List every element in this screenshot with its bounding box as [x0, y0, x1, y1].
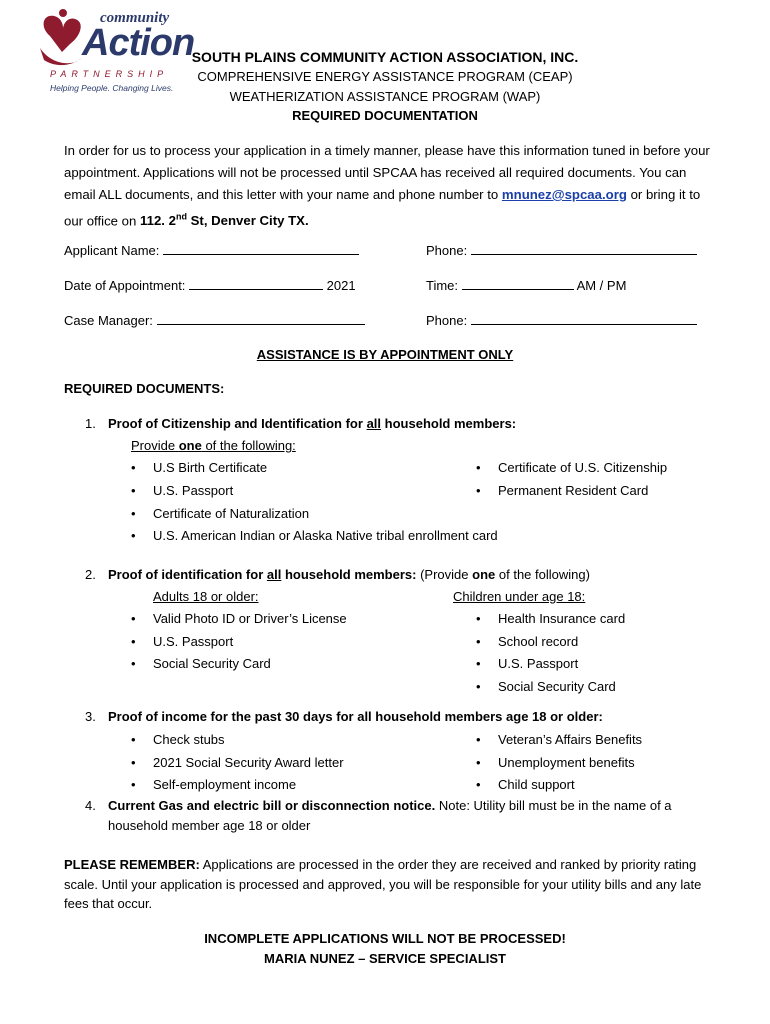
adults-heading: Adults 18 or older:	[153, 589, 259, 604]
item2-left-1: • U.S. Passport	[153, 634, 233, 649]
appointment-date-label: Date of Appointment:	[64, 278, 186, 293]
item2-left-2: • Social Security Card	[153, 656, 271, 671]
item1-right-0: • Certificate of U.S. Citizenship	[498, 460, 667, 475]
service-specialist: MARIA NUNEZ – SERVICE SPECIALIST	[264, 951, 506, 966]
item1-left-1: • U.S. Passport	[153, 483, 233, 498]
please-remember-label: PLEASE REMEMBER:	[64, 857, 200, 872]
item2-title-a: Proof of identification for	[108, 567, 264, 582]
item1-left-0: • U.S Birth Certificate	[153, 460, 267, 475]
address-street: St, Denver City TX.	[190, 213, 309, 229]
item2-right-3: • Social Security Card	[498, 679, 616, 694]
item3-number: 3.	[85, 709, 96, 724]
phone-field[interactable]	[426, 242, 697, 258]
time-field[interactable]	[426, 277, 626, 293]
intro-text-2: or bring it to our office on	[64, 187, 701, 229]
appointment-date-line[interactable]	[189, 277, 323, 290]
item2-right-1: • School record	[498, 634, 578, 649]
item4-title: Current Gas and electric bill or disconnection notice.	[108, 798, 436, 813]
document-title: REQUIRED DOCUMENTATION	[292, 108, 478, 123]
logo-word-partnership: PARTNERSHIP	[50, 69, 169, 79]
phone-line[interactable]	[471, 242, 697, 255]
item1-title-a: Proof of Citizenship and Identification for	[108, 416, 363, 431]
item3-right-2: • Child support	[498, 777, 575, 792]
case-manager-line[interactable]	[157, 312, 365, 325]
appointment-notice: ASSISTANCE IS BY APPOINTMENT ONLY	[256, 347, 514, 362]
appointment-year: 2021	[326, 278, 356, 293]
incomplete-warning: INCOMPLETE APPLICATIONS WILL NOT BE PROCESSED!	[204, 931, 566, 946]
item1-title	[108, 416, 516, 431]
item4-text	[108, 798, 708, 813]
item3-right-0: • Veteran’s Affairs Benefits	[498, 732, 642, 747]
program-wap: WEATHERIZATION ASSISTANCE PROGRAM (WAP)	[229, 89, 541, 104]
applicant-name-field[interactable]	[64, 242, 359, 258]
phone-label: Phone:	[426, 243, 468, 258]
item1-title-b: household members:	[384, 416, 517, 431]
item1-provide	[131, 438, 296, 453]
item1-provide-a: Provide	[131, 438, 176, 453]
item2-title	[108, 567, 590, 582]
time-label: Time:	[426, 278, 459, 293]
please-remember-text: Applications are processed in the order they are received and ranked by priority rating scale. Until your application is processed and approved, you will be responsible for your utility bills and any late fees that occur.	[64, 857, 702, 911]
intro-text: In order for us to process your application in a timely manner, please have this information tuned in before your appointment. Applications will not be processed until SPCAA has received all required documents. You can email ALL documents, and this letter with your name and phone number to	[64, 143, 710, 202]
applicant-name-label: Applicant Name:	[64, 243, 160, 258]
time-line[interactable]	[462, 277, 574, 290]
intro-paragraph	[64, 140, 714, 232]
program-ceap: COMPREHENSIVE ENERGY ASSISTANCE PROGRAM (CEAP)	[197, 69, 573, 84]
item1-left-2: • Certificate of Naturalization	[153, 506, 309, 521]
item2-title-all: all	[266, 567, 282, 582]
item1-right-1: • Permanent Resident Card	[498, 483, 648, 498]
phone2-field[interactable]	[426, 312, 697, 328]
case-manager-label: Case Manager:	[64, 313, 153, 328]
please-remember-paragraph	[64, 855, 704, 914]
email-link[interactable]: mnunez@spcaa.org	[501, 187, 627, 202]
ampm-label: AM / PM	[576, 278, 627, 293]
item2-left-0: • Valid Photo ID or Driver’s License	[153, 611, 347, 626]
item1-number: 1.	[85, 416, 96, 431]
item4-number: 4.	[85, 798, 96, 813]
required-documents-heading: REQUIRED DOCUMENTS:	[64, 381, 225, 396]
appointment-date-field[interactable]	[64, 277, 356, 293]
item1-provide-c: of the following:	[205, 438, 296, 453]
organization-name: SOUTH PLAINS COMMUNITY ACTION ASSOCIATION, INC.	[191, 49, 579, 65]
item3-left-2: • Self-employment income	[153, 777, 296, 792]
office-address	[140, 213, 309, 228]
item2-paren-a: (Provide	[420, 567, 469, 582]
item2-title-b: household members:	[284, 567, 417, 582]
item2-right-0: • Health Insurance card	[498, 611, 625, 626]
item2-right-2: • U.S. Passport	[498, 656, 578, 671]
item3-left-0: • Check stubs	[153, 732, 225, 747]
item1-title-all: all	[366, 416, 382, 431]
address-sup: nd	[175, 212, 187, 222]
item4-note-2: household member age 18 or older	[108, 818, 311, 833]
children-heading: Children under age 18:	[453, 589, 586, 604]
applicant-name-line[interactable]	[163, 242, 359, 255]
item2-paren-one: one	[472, 567, 496, 582]
logo-tagline: Helping People. Changing Lives.	[50, 83, 174, 93]
item1-left-3: • U.S. American Indian or Alaska Native tribal enrollment card	[153, 528, 498, 543]
logo-word-community: community	[100, 10, 170, 26]
item4-note: Note: Utility bill must be in the name of a	[438, 798, 672, 813]
item1-provide-one: one	[178, 438, 202, 453]
address-number: 112. 2	[140, 213, 176, 229]
item3-right-1: • Unemployment benefits	[498, 755, 635, 770]
item3-left-1: • 2021 Social Security Award letter	[153, 755, 344, 770]
case-manager-field[interactable]	[64, 312, 365, 328]
phone2-label: Phone:	[426, 313, 468, 328]
item2-number: 2.	[85, 567, 96, 582]
item2-paren-c: of the following)	[498, 567, 590, 582]
item3-title: Proof of income for the past 30 days for all household members age 18 or older:	[108, 709, 603, 724]
phone2-line[interactable]	[471, 312, 697, 325]
logo-word-action: Action	[82, 22, 195, 64]
